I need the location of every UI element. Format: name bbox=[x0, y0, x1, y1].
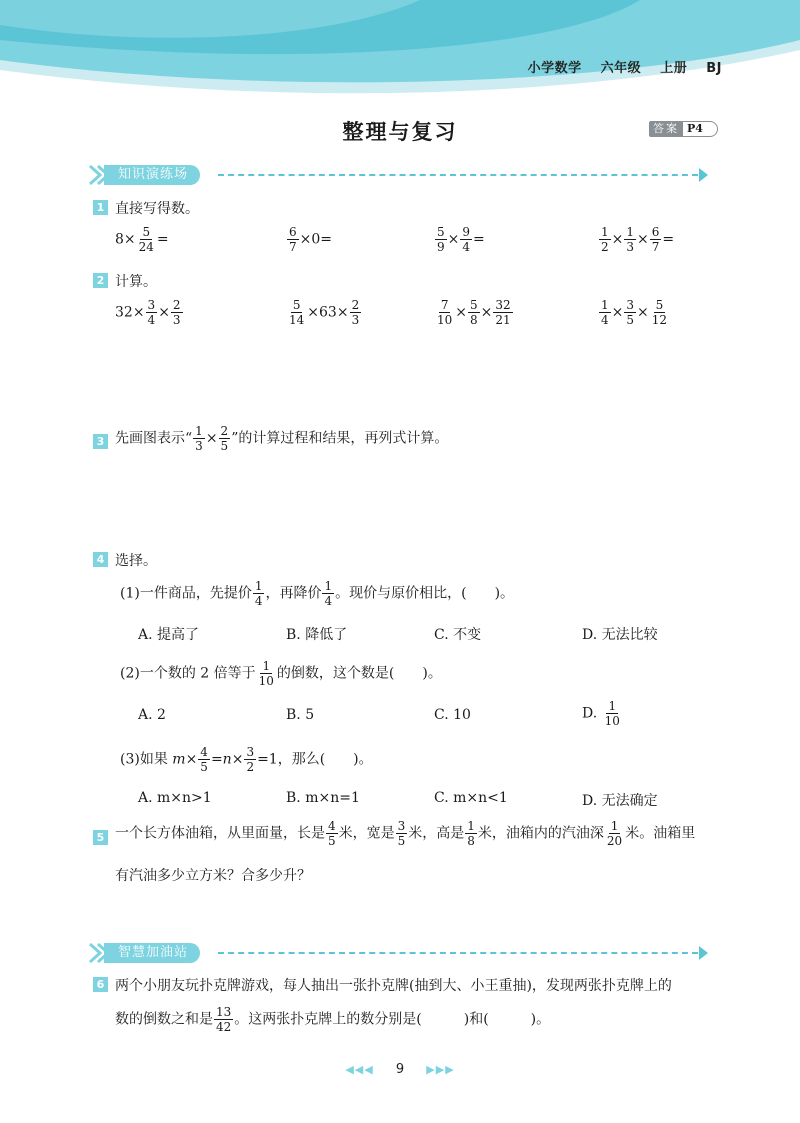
q2-item-3: $\frac{7}{10}$ × $\frac{5}{8}$ × $\frac{32}{21}$ bbox=[437, 298, 511, 327]
question-6-line-1: 两个小朋友玩扑克牌游戏，每人抽出一张扑克牌(抽到大、小王重抽)，发现两张扑克牌上的 bbox=[115, 978, 672, 994]
header-info bbox=[514, 57, 722, 76]
dashed-divider bbox=[218, 952, 698, 954]
question-6-line-2: 数的倒数之和是 $\frac{13}{42}$ 。这两张扑克牌上的数分别是( )和( )。 bbox=[115, 1005, 551, 1034]
right-arrows-icon: ▶▶▶ bbox=[426, 1063, 455, 1076]
q4-3-option-a[interactable]: A. m×n>1 bbox=[138, 790, 212, 806]
q4-1-option-b[interactable]: B. 降低了 bbox=[286, 627, 348, 643]
q4-1-option-c[interactable]: C. 不变 bbox=[434, 627, 482, 643]
left-arrows-icon: ◀◀◀ bbox=[345, 1063, 374, 1076]
q1-item-3: $\frac{5}{9}$ × $\frac{9}{4}$ = bbox=[437, 225, 485, 254]
dashed-divider bbox=[218, 174, 698, 176]
q4-part-1: (1)一件商品，先提价 $\frac{1}{4}$ ，再降价 $\frac{1}{4}$ 。现价与原价相比，( )。 bbox=[120, 579, 515, 608]
section-banner-2 bbox=[88, 940, 718, 966]
q4-3-option-b[interactable]: B. m×n=1 bbox=[286, 790, 360, 806]
question-1-text: 直接写得数。 bbox=[115, 201, 199, 217]
q2-item-2: $\frac{5}{14}$ ×63× $\frac{2}{3}$ bbox=[289, 298, 360, 327]
question-number-6: 6 bbox=[93, 977, 108, 992]
q4-3-option-d[interactable]: D. 无法确定 bbox=[582, 793, 658, 809]
triangle-icon bbox=[699, 946, 708, 960]
q4-2-option-d[interactable]: D. $\frac{1}{10}$ bbox=[582, 699, 620, 728]
q4-3-option-c[interactable]: C. m×n<1 bbox=[434, 790, 508, 806]
question-3-text: 先画图表示“ $\frac{1}{3}$ × $\frac{2}{5}$ ”的计算过程和结果，再列式计算。 bbox=[115, 424, 449, 453]
q1-item-1: 8× $\frac{5}{24}$ = bbox=[115, 225, 169, 254]
page-number: 9 bbox=[395, 1062, 405, 1077]
q1-item-2: $\frac{6}{7}$ ×0= bbox=[289, 225, 333, 254]
q2-item-4: $\frac{1}{4}$ × $\frac{3}{5}$ × $\frac{5}{12}$ bbox=[601, 298, 668, 327]
question-number-3: 3 bbox=[93, 434, 108, 449]
question-number-4: 4 bbox=[93, 552, 108, 567]
question-number-5: 5 bbox=[93, 830, 108, 845]
answer-label: 答案 bbox=[649, 121, 683, 137]
question-4-text: 选择。 bbox=[115, 553, 157, 569]
q4-part-3: (3)如果 m× $\frac{4}{5}$ =n× $\frac{3}{2}$ =1，那么( )。 bbox=[120, 745, 373, 774]
header-grade: 六年级 bbox=[600, 61, 642, 76]
page-footer bbox=[0, 1062, 800, 1077]
q4-2-option-a[interactable]: A. 2 bbox=[138, 707, 166, 723]
q4-part-2: (2)一个数的 2 倍等于 $\frac{1}{10}$ 的倒数，这个数是( )。 bbox=[120, 659, 442, 688]
header-edition: BJ bbox=[706, 61, 722, 76]
q4-1-option-a[interactable]: A. 提高了 bbox=[138, 627, 200, 643]
question-number-1: 1 bbox=[93, 200, 108, 215]
q1-item-4: $\frac{1}{2}$ × $\frac{1}{3}$ × $\frac{6}{7}$ = bbox=[601, 225, 675, 254]
header-wave bbox=[0, 0, 800, 100]
section-title-2: 智慧加油站 bbox=[104, 943, 200, 963]
q4-1-option-d[interactable]: D. 无法比较 bbox=[582, 627, 658, 643]
header-subject: 小学数学 bbox=[527, 61, 582, 76]
answer-page: P4 bbox=[683, 121, 718, 137]
section-title-1: 知识演练场 bbox=[104, 165, 200, 185]
q4-2-option-c[interactable]: C. 10 bbox=[434, 707, 471, 723]
question-number-2: 2 bbox=[93, 273, 108, 288]
q4-2-option-b[interactable]: B. 5 bbox=[286, 707, 315, 723]
section-banner-1 bbox=[88, 162, 718, 188]
answer-ref bbox=[649, 121, 718, 137]
question-5-line-1: 一个长方体油箱，从里面量，长是 $\frac{4}{5}$ 米，宽是 $\frac{3}{5}$ 米，高是 $\frac{1}{8}$ 米，油箱内的汽油深 $\frac{1}{20}$ 米。油箱里 bbox=[115, 819, 696, 848]
question-5-line-2: 有汽油多少立方米？合多少升？ bbox=[115, 868, 311, 884]
page-title: 整理与复习 bbox=[342, 120, 458, 144]
header-term: 上册 bbox=[660, 61, 688, 76]
question-2-text: 计算。 bbox=[115, 274, 157, 290]
q2-item-1: 32× $\frac{3}{4}$ × $\frac{2}{3}$ bbox=[115, 298, 181, 327]
triangle-icon bbox=[699, 168, 708, 182]
